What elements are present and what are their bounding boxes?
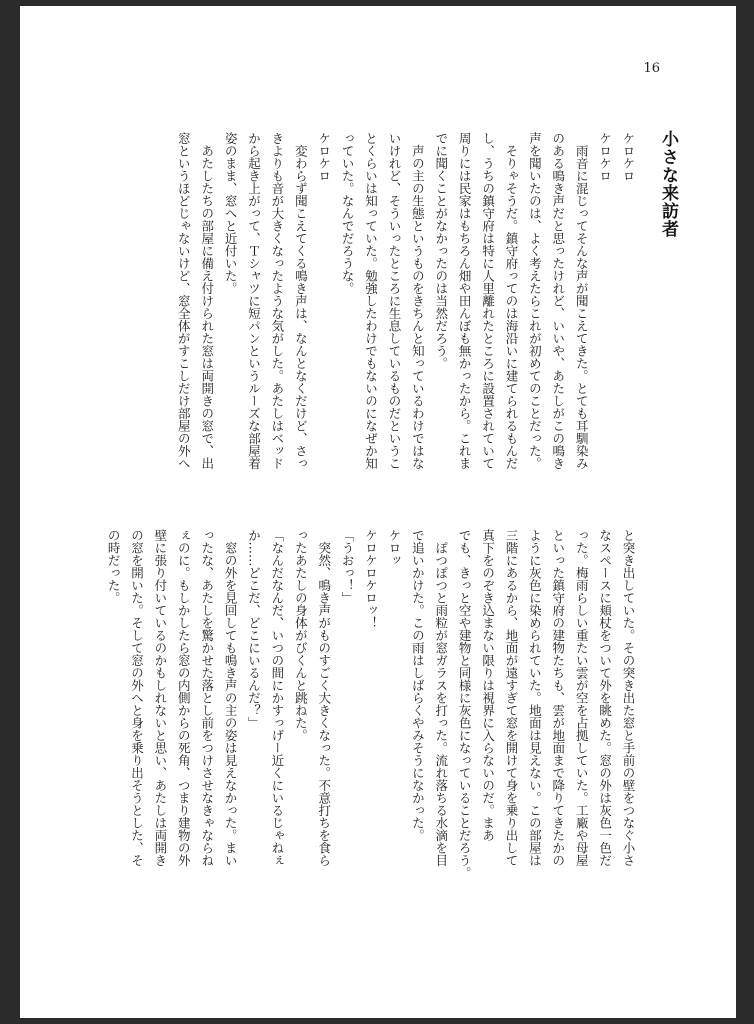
text-line: でも、きっと空や建物と同様に灰色になっていることだろう。 [457, 529, 473, 879]
text-line: ぽつぽつと雨粒が窓ガラスを打った。流れ落ちる水滴を目 [433, 529, 449, 867]
text-line: ぇのに。もしかしたら窓の内側からの死角、つまり建物の外 [176, 529, 192, 867]
text-line: きよりも音が大きくなったような気がした。あたしはベッド [269, 132, 285, 470]
text-line: った。梅雨らしい重たい雲が空を占拠していた。工廠や母屋 [574, 529, 590, 867]
text-line: なスペースに頬杖をついて外を眺めた。窓の外は灰色一色だ [597, 529, 613, 867]
text-line: といった鎮守府の建物たちも、雲が地面まで降りてきたかの [550, 529, 566, 867]
text-line: と突き出していた。その突き出た窓と手前の壁をつなぐ小さ [621, 529, 636, 867]
page-number: 16 [643, 61, 660, 76]
text-line: 突然、鳴き声がものすごく大きくなった。不意打ちを食ら [316, 529, 332, 867]
text-line: 「なんだなんだ、いつの間にかすっげー近くにいるじゃねぇ [269, 529, 285, 867]
text-line: ケロッ [386, 529, 402, 567]
text-line: から起き上がって、Ｔシャツに短パンというルーズな部屋着 [246, 132, 262, 470]
text-line: ように灰色に染められていた。地面は見えない。この部屋は [527, 529, 543, 867]
text-line: 真下をのぞき込まない限りは視界に入らないのだ。まあ [480, 529, 496, 842]
text-line: 窓というほどじゃないけど、窓全体がすこしだけ部屋の外へ [176, 132, 192, 470]
text-line: ケロケロ [316, 132, 332, 182]
chapter-title: 小さな来訪者 [658, 130, 678, 238]
text-block-bottom [106, 529, 640, 921]
text-line: のある鳴き声だと思ったけれど、いいや、あたしがこの鳴き [550, 132, 566, 470]
text-line: で追いかけた。この雨はしばらくやみそうになかった。 [410, 529, 426, 842]
text-line: 周りには民家はもちろん畑や田んぼも無かったから。これま [457, 132, 473, 470]
text-line: ケロケロケロッ！ [363, 529, 379, 629]
text-line: 「うおっ！」 [340, 529, 356, 604]
text-line: そりゃそうだ。鎮守府ってのは海沿いに建てられるもんだ [503, 132, 519, 470]
text-line: 変わらず聞こえてくる鳴き声は、なんとなくだけど、さっ [293, 132, 309, 470]
text-line: ったあたしの身体がびくんと跳ねた。 [293, 529, 309, 742]
text-line: いけれど、そういったところに生息しているものだというこ [386, 132, 402, 470]
text-line: とくらいは知っていた。勉強したわけでもないのになぜか知 [363, 132, 379, 470]
text-line: 声を聞いたのは、よく考えたらこれが初めてのことだった。 [527, 132, 543, 470]
text-line: っていた。なんでだろうな。 [340, 132, 356, 295]
text-line: の窓を開いた。そして窓の外へと身を乗り出そうとした、そ [129, 529, 145, 867]
text-line: ったな、あたしを驚かせた落とし前をつけさせなきゃならね [199, 529, 215, 867]
text-line: 窓の外を見回しても鳴き声の主の姿は見えなかった。まい [223, 529, 239, 867]
text-line: ケロケロ [597, 132, 613, 182]
text-line: か……どこだ、どこにいるんだ？」 [246, 529, 262, 729]
text-line: し、うちの鎮守府は特に人里離れたところに設置されていて [480, 132, 496, 470]
text-line: の時だった。 [106, 529, 122, 604]
text-line: 雨音に混じってそんな声が聞こえてきた。とても耳馴染み [574, 132, 590, 470]
text-block-top [160, 132, 640, 507]
text-line: ケロケロ [621, 132, 636, 182]
text-line: でに聞くことがなかったのは当然だろう。 [433, 132, 449, 370]
text-line: 三階にあるから、地面が遠すぎて窓を開けて身を乗り出して [503, 529, 519, 867]
text-line: 壁に張り付いているのかもしれないと思い、あたしは両開き [152, 529, 168, 867]
document-page [20, 6, 736, 1018]
text-line: 声の主の生態というものをきちんと知っているわけではな [410, 132, 426, 470]
text-line: 姿のまま、窓へと近付いた。 [223, 132, 239, 295]
text-line: あたしたちの部屋に備え付けられた窓は両開きの窓で、出 [199, 132, 215, 470]
